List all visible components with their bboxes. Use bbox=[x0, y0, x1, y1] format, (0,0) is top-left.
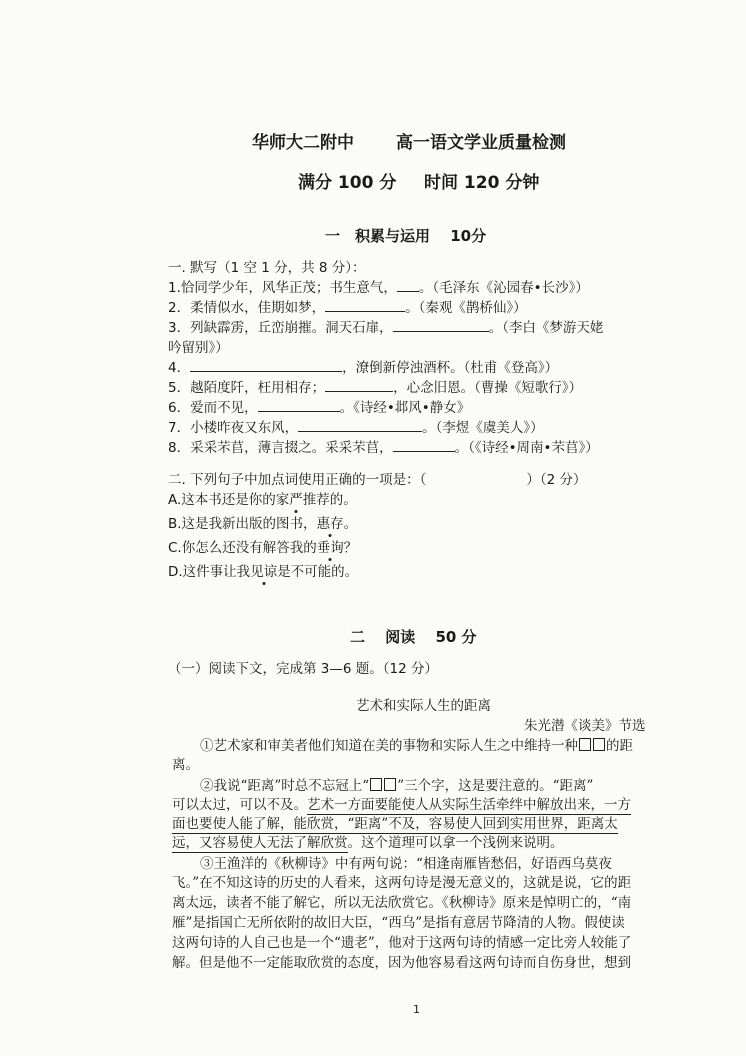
blank-box bbox=[579, 738, 591, 751]
answer-blank-8[interactable] bbox=[393, 439, 455, 452]
q2-title-text-a: 二. 下列句子中加点词使用正确的一项是：（ bbox=[168, 472, 427, 488]
answer-blank-6[interactable] bbox=[258, 399, 340, 412]
exam-time: 时间 120 分钟 bbox=[424, 173, 540, 193]
underlined-sentence: 面也要使人能了解，能欣赏，“距离”不及，容易使人回到实用世界，距离太 bbox=[172, 816, 618, 832]
q2-option-d[interactable] bbox=[168, 560, 358, 580]
answer-blank-4[interactable] bbox=[190, 359, 342, 372]
answer-blank-7[interactable] bbox=[298, 419, 422, 432]
q1-line2 bbox=[168, 296, 527, 316]
line1-text-a: 1.恰同学少年，风华正茂；书生意气， bbox=[168, 280, 397, 296]
line3-text-b: 。（李白《梦游天姥 bbox=[488, 320, 604, 336]
option-d-dotted-word: 见谅 bbox=[250, 560, 277, 580]
q1-line6 bbox=[168, 396, 470, 416]
q2-option-b[interactable] bbox=[168, 512, 357, 532]
p1-text: ①艺术家和审美者他们知道在美的事物和实际人生之中维持一种 bbox=[200, 738, 578, 754]
line6-text-a: 6．爱而不见， bbox=[168, 400, 258, 416]
q1-line8 bbox=[168, 436, 599, 456]
q1-line1 bbox=[168, 276, 589, 296]
p2-text: ②我说“距离”时总不忘冠上“ bbox=[200, 778, 370, 794]
q1-title: 一. 默写（1 空 1 分，共 8 分）： bbox=[168, 260, 366, 276]
line6-text-b: 。《诗经•邶风•静女》 bbox=[339, 400, 471, 416]
option-a-text: A.这本书还是你的家 bbox=[168, 492, 290, 508]
line5-text-a: 5．越陌度阡，枉用相存； bbox=[168, 380, 326, 396]
q1-line3 bbox=[168, 316, 603, 336]
underlined-sentence: 远，又容易使人无法了解欣赏 bbox=[172, 835, 348, 851]
blank-box bbox=[370, 778, 382, 791]
answer-blank-1[interactable] bbox=[397, 279, 419, 292]
q2-answer-slot[interactable] bbox=[426, 472, 526, 484]
option-a-dotted-word: 严 bbox=[289, 488, 303, 508]
blank-box bbox=[384, 778, 396, 791]
answer-blank-5[interactable] bbox=[325, 379, 393, 392]
q2-option-a[interactable] bbox=[168, 488, 357, 508]
q1-line7 bbox=[168, 416, 544, 436]
line8-text-a: 8．采采芣苢，薄言掇之。采采芣苢， bbox=[168, 440, 393, 456]
option-d-tail: 是不可能的。 bbox=[277, 564, 359, 580]
line7-text-b: 。（李煜《虞美人》） bbox=[422, 420, 544, 436]
school-name: 华师大二附中 bbox=[252, 133, 354, 153]
option-b-text: B.这是我新出版的图书， bbox=[168, 516, 317, 532]
option-c-text: C.你怎么还没有解答我的 bbox=[168, 540, 317, 556]
blank-box bbox=[593, 738, 605, 751]
q1-line5 bbox=[168, 376, 582, 396]
answer-blank-3[interactable] bbox=[393, 319, 489, 332]
p1-tail: 的距 bbox=[606, 738, 633, 754]
option-b-tail: 。 bbox=[343, 516, 358, 532]
paragraph-2-line-3 bbox=[172, 812, 618, 832]
option-d-text: D.这件事让我 bbox=[168, 564, 251, 580]
line3-text-a: 3．列缺霹雳，丘峦崩摧。洞天石扉， bbox=[168, 320, 393, 336]
option-b-dotted-word: 惠存 bbox=[317, 512, 344, 532]
paragraph-1-line-1 bbox=[200, 734, 633, 754]
paragraph-2-line-2 bbox=[172, 793, 631, 813]
line4-text-a: 4． bbox=[168, 360, 191, 376]
paragraph-1-line-2: 离。 bbox=[172, 757, 199, 773]
paragraph-3-line-1: ③王渔洋的《秋柳诗》中有两句说：“相逢南雁皆愁侣，好语西乌莫夜 bbox=[200, 856, 612, 872]
p2b-text: 可以太过，可以不及。 bbox=[172, 797, 307, 813]
section2-heading: 二 阅读 50 分 bbox=[350, 628, 477, 646]
article-title: 艺术和实际人生的距离 bbox=[356, 698, 491, 714]
line7-text-a: 7．小楼昨夜又东风， bbox=[168, 420, 299, 436]
section1-heading: 一 积累与运用 10分 bbox=[325, 227, 487, 245]
paragraph-2-line-4 bbox=[172, 831, 564, 851]
line1-text-b: 。（毛泽东《沁园春•长沙》） bbox=[418, 280, 589, 296]
underlined-sentence: 艺术一方面要能使人从实际生活牵绊中解放出来，一方 bbox=[307, 797, 631, 813]
article-source: 朱光潜《谈美》节选 bbox=[524, 718, 646, 734]
q2-title-text-b: ）（2 分） bbox=[526, 472, 587, 488]
line2-text-a: 2．柔情似水，佳期如梦， bbox=[168, 300, 326, 316]
q2-option-c[interactable] bbox=[168, 536, 357, 556]
p2-tail: ”三个字，这是要注意的。“距离” bbox=[397, 778, 594, 794]
paragraph-3-line-6: 解。但是他不一定能取欣赏的态度，因为他容易看这两句诗而自伤身世，想到 bbox=[172, 955, 631, 971]
option-a-tail: 推荐的。 bbox=[302, 492, 357, 508]
p2d-tail: 。这个道理可以拿一个浅例来说明。 bbox=[347, 835, 564, 851]
line4-text-b: ，潦倒新停浊酒杯。（杜甫《登高》） bbox=[342, 360, 559, 376]
q1-line3-cont: 吟留别》） bbox=[168, 340, 229, 356]
option-c-tail: ？ bbox=[343, 540, 358, 556]
exam-title: 高一语文学业质量检测 bbox=[396, 133, 566, 153]
full-score: 满分 100 分 bbox=[298, 173, 397, 193]
line2-text-b: 。（秦观《鹊桥仙》） bbox=[405, 300, 527, 316]
answer-blank-2[interactable] bbox=[325, 299, 405, 312]
reading-part1-title: （一）阅读下文，完成第 3—6 题。（12 分） bbox=[168, 661, 438, 677]
paragraph-3-line-4: 雁”是指国亡无所依附的故旧大臣，“西乌”是指有意居节降清的人物。假使读 bbox=[172, 915, 625, 931]
page-number: 1 bbox=[413, 1003, 420, 1016]
option-c-dotted-word: 垂询 bbox=[317, 536, 344, 556]
paragraph-2-line-1 bbox=[200, 774, 593, 794]
q2-title bbox=[168, 468, 586, 488]
paragraph-3-line-3: 离太远，读者不能了解它，所以无法欣赏它。《秋柳诗》原来是悼明亡的，“南 bbox=[172, 895, 632, 911]
paragraph-3-line-2: 飞。”在不知这诗的历史的人看来，这两句诗是漫无意义的，这就是说，它的距 bbox=[172, 875, 632, 891]
line5-text-b: ，心念旧恩。（曹操《短歌行》） bbox=[393, 380, 583, 396]
q1-line4 bbox=[168, 356, 558, 376]
line8-text-b: 。（《诗经•周南•芣苢》） bbox=[454, 440, 599, 456]
paragraph-3-line-5: 这两句诗的人自己也是一个“遗老”，他对于这两句诗的情感一定比旁人较能了 bbox=[172, 935, 632, 951]
